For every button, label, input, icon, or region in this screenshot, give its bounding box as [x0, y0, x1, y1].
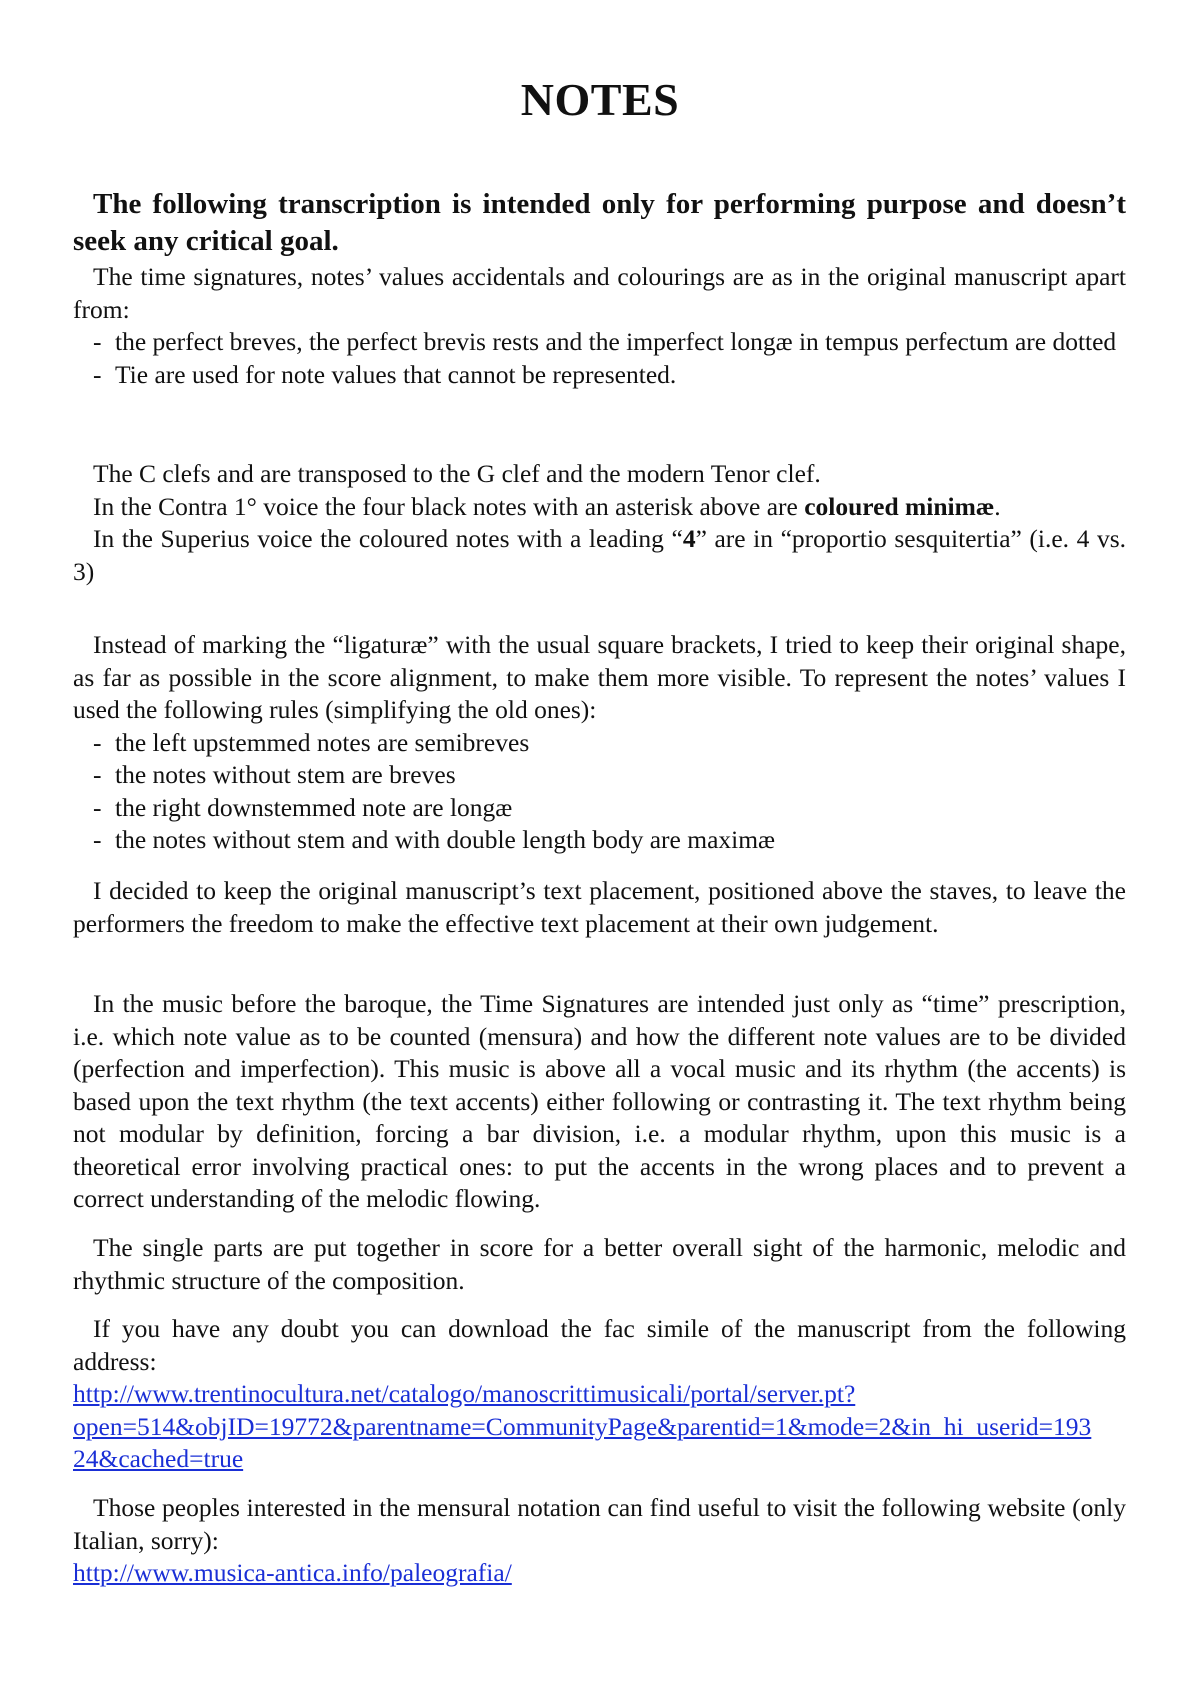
- list-dash: -: [93, 359, 102, 389]
- score-paragraph: The single parts are put together in score for a better overall sight of the harmonic, melodic and rhythmic structure of the composition.: [73, 1233, 1126, 1295]
- list-item: [73, 792, 1126, 825]
- list-dash: -: [93, 327, 102, 356]
- text-placement-section: [73, 875, 1126, 940]
- list-dash: -: [93, 792, 102, 822]
- original-notation-paragraph: The time signatures, notes’ values accidentals and colourings are as in the original manuscript apart from:: [73, 262, 1126, 324]
- facsimile-link-line-2[interactable]: open=514&objID=19772&parentname=CommunityPage&parentid=1&mode=2&in_hi_userid=193: [73, 1411, 1092, 1441]
- contra-line-bold: coloured minimæ: [804, 491, 995, 521]
- time-signatures-paragraph: In the music before the baroque, the Time Signatures are intended just only as “time” prescription, i.e. which note value as to be counted (mensura) and how the different note values are to be divided (perfection and imperfection). This music is above all a vocal music and its rhythm (the accents) is based upon the text rhythm (the text accents) either following or contrasting it. The text rhythm being not modular by definition, forcing a bar division, i.e. a modular rhythm, upon this music is a theoretical error involving practical ones: to put the accents in the wrong places and to prevent a correct understanding of the melodic flowing.: [73, 989, 1126, 1213]
- clefs-section: [73, 458, 1126, 588]
- rules-list: [73, 727, 1126, 857]
- score-section: [73, 1232, 1126, 1297]
- ligatures-section: [73, 629, 1126, 857]
- page-title: NOTES: [520, 74, 680, 125]
- contra-line: [73, 491, 1126, 524]
- facsimile-section: [73, 1313, 1126, 1476]
- paleography-link[interactable]: http://www.musica-antica.info/paleografia/: [73, 1558, 512, 1587]
- list-item-text: the notes without stem and with double length body are maximæ: [115, 825, 776, 854]
- list-item: [73, 759, 1126, 792]
- list-item-text: the left upstemmed notes are semibreves: [115, 727, 530, 757]
- text-placement-paragraph: I decided to keep the original manuscript’s text placement, positioned above the staves, to leave the performers the freedom to make the effective text placement at their own judgement.: [73, 876, 1126, 938]
- intro-statement: The following transcription is intended only for performing purpose and doesn’t seek any critical goal.: [73, 188, 1126, 257]
- list-dash: -: [93, 825, 102, 854]
- list-item-text: Tie are used for note values that cannot be represented.: [115, 359, 677, 389]
- superius-line: [73, 523, 1126, 588]
- list-item: [73, 727, 1126, 760]
- facsimile-paragraph: If you have any doubt you can download the fac simile of the manuscript from the following address:: [73, 1314, 1126, 1376]
- list-item: [73, 824, 1126, 857]
- superius-line-end: ” are in “proportio sesquitertia” (i.e. 4 vs. 3): [73, 524, 1126, 586]
- contra-line-end: .: [994, 491, 1001, 521]
- paleography-section: [73, 1492, 1126, 1590]
- facsimile-link-line-1[interactable]: http://www.trentinocultura.net/catalogo/manoscrittimusicali/portal/server.pt?: [73, 1379, 856, 1408]
- paleography-link-block: [73, 1557, 1126, 1590]
- contra-line-text: In the Contra 1° voice the four black notes with an asterisk above are: [93, 491, 805, 521]
- list-item: [73, 326, 1126, 359]
- list-item-text: the right downstemmed note are longæ: [115, 792, 513, 822]
- paleography-paragraph: Those peoples interested in the mensural notation can find useful to visit the following website (only Italian, sorry):: [73, 1493, 1126, 1555]
- list-item-text: the notes without stem are breves: [115, 760, 456, 789]
- exceptions-list: [73, 326, 1126, 391]
- list-item: [73, 359, 1126, 392]
- clefs-line: The C clefs and are transposed to the G clef and the modern Tenor clef.: [93, 459, 821, 488]
- original-notation-section: [73, 261, 1126, 391]
- superius-line-text: In the Superius voice the coloured notes with a leading “: [93, 524, 683, 553]
- time-signatures-section: [73, 988, 1126, 1216]
- list-item-text: the perfect breves, the perfect brevis rests and the imperfect longæ in tempus perfectum are dotted: [115, 327, 1117, 356]
- list-dash: -: [93, 727, 102, 757]
- facsimile-link-block: [73, 1378, 1126, 1476]
- superius-line-bold: 4: [682, 524, 696, 553]
- facsimile-link-line-3[interactable]: 24&cached=true: [73, 1444, 244, 1473]
- ligatures-paragraph: Instead of marking the “ligaturæ” with the usual square brackets, I tried to keep their original shape, as far as possible in the score alignment, to make them more visible. To represent the notes’ values I used the following rules (simplifying the old ones):: [73, 630, 1126, 724]
- list-dash: -: [93, 760, 102, 789]
